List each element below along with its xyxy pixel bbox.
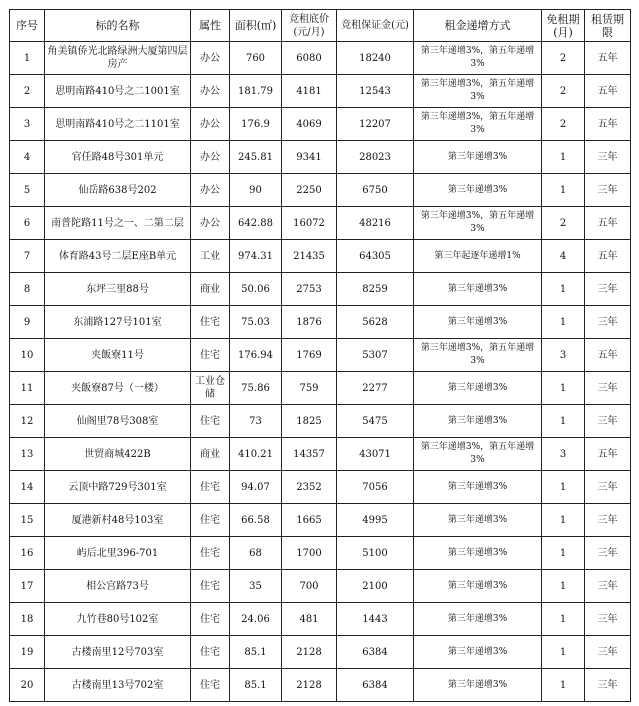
cell-free-period: 1 [542,669,585,702]
cell-term: 三年 [585,141,631,174]
cell-deposit: 12543 [337,75,414,108]
cell-index: 10 [10,339,45,372]
cell-increase-mode: 第三年递增3%，第五年递增3% [414,207,542,240]
cell-area: 68 [230,537,282,570]
cell-area: 410.21 [230,438,282,471]
cell-price: 2128 [282,669,337,702]
cell-area: 35 [230,570,282,603]
cell-name: 古楼南里13号702室 [45,669,191,702]
cell-name: 思明南路410号之二1001室 [45,75,191,108]
cell-price: 1876 [282,306,337,339]
table-row [10,438,631,471]
cell-index: 12 [10,405,45,438]
cell-name: 仙岳路638号202 [45,174,191,207]
cell-index: 17 [10,570,45,603]
cell-deposit: 6384 [337,636,414,669]
cell-property: 住宅 [191,537,230,570]
cell-term: 五年 [585,438,631,471]
cell-free-period: 1 [542,405,585,438]
cell-term: 三年 [585,306,631,339]
cell-index: 14 [10,471,45,504]
cell-increase-mode: 第三年递增3%，第五年递增3% [414,438,542,471]
cell-area: 642.88 [230,207,282,240]
cell-free-period: 2 [542,42,585,75]
cell-name: 夹飯寮11号 [45,339,191,372]
cell-price: 759 [282,372,337,405]
cell-free-period: 2 [542,75,585,108]
cell-property: 工业仓储 [191,372,230,405]
cell-deposit: 5628 [337,306,414,339]
cell-deposit: 8259 [337,273,414,306]
cell-term: 五年 [585,207,631,240]
cell-free-period: 1 [542,636,585,669]
cell-area: 245.81 [230,141,282,174]
cell-name: 东坪三里88号 [45,273,191,306]
cell-increase-mode: 第三年递增3% [414,273,542,306]
cell-property: 办公 [191,141,230,174]
cell-name: 古楼南里12号703室 [45,636,191,669]
cell-deposit: 2277 [337,372,414,405]
cell-price: 14357 [282,438,337,471]
cell-free-period: 1 [542,471,585,504]
cell-index: 9 [10,306,45,339]
cell-increase-mode: 第三年递增3% [414,603,542,636]
table-row [10,405,631,438]
cell-free-period: 3 [542,438,585,471]
cell-price: 2753 [282,273,337,306]
cell-area: 85.1 [230,636,282,669]
table-row [10,141,631,174]
cell-index: 5 [10,174,45,207]
rental-listing-table [9,9,631,702]
cell-property: 办公 [191,42,230,75]
cell-free-period: 1 [542,603,585,636]
header-index: 序号 [10,10,45,42]
cell-free-period: 4 [542,240,585,273]
table-row [10,273,631,306]
cell-free-period: 1 [542,306,585,339]
cell-index: 3 [10,108,45,141]
cell-property: 住宅 [191,471,230,504]
cell-index: 18 [10,603,45,636]
cell-property: 住宅 [191,570,230,603]
cell-index: 19 [10,636,45,669]
cell-index: 13 [10,438,45,471]
cell-term: 三年 [585,537,631,570]
cell-deposit: 18240 [337,42,414,75]
cell-property: 办公 [191,75,230,108]
cell-name: 思明南路410号之二1101室 [45,108,191,141]
cell-area: 974.31 [230,240,282,273]
cell-price: 4069 [282,108,337,141]
cell-term: 三年 [585,471,631,504]
cell-price: 700 [282,570,337,603]
cell-price: 1825 [282,405,337,438]
header-increase-mode: 租金递增方式 [414,10,542,42]
cell-term: 五年 [585,108,631,141]
cell-increase-mode: 第三年递增3% [414,636,542,669]
cell-index: 2 [10,75,45,108]
cell-name: 云顶中路729号301室 [45,471,191,504]
cell-term: 三年 [585,504,631,537]
header-term: 租赁期限 [585,10,631,42]
table-row [10,537,631,570]
cell-increase-mode: 第三年递增3%，第五年递增3% [414,42,542,75]
cell-area: 176.94 [230,339,282,372]
cell-deposit: 6750 [337,174,414,207]
cell-price: 9341 [282,141,337,174]
cell-deposit: 2100 [337,570,414,603]
cell-area: 85.1 [230,669,282,702]
table-row [10,669,631,702]
cell-name: 九竹巷80号102室 [45,603,191,636]
header-row [10,10,631,42]
cell-area: 50.06 [230,273,282,306]
cell-free-period: 2 [542,207,585,240]
cell-term: 三年 [585,273,631,306]
cell-deposit: 48216 [337,207,414,240]
cell-price: 21435 [282,240,337,273]
cell-free-period: 1 [542,174,585,207]
cell-deposit: 43071 [337,438,414,471]
cell-property: 住宅 [191,339,230,372]
cell-free-period: 1 [542,537,585,570]
cell-index: 6 [10,207,45,240]
cell-index: 8 [10,273,45,306]
cell-price: 2250 [282,174,337,207]
header-price: 竞租底价(元/月) [282,10,337,42]
cell-price: 4181 [282,75,337,108]
cell-area: 90 [230,174,282,207]
cell-free-period: 1 [542,141,585,174]
cell-free-period: 2 [542,108,585,141]
cell-free-period: 1 [542,273,585,306]
cell-increase-mode: 第三年递增3% [414,669,542,702]
cell-price: 6080 [282,42,337,75]
cell-price: 1665 [282,504,337,537]
cell-name: 仙阁里78号308室 [45,405,191,438]
table-row [10,108,631,141]
cell-increase-mode: 第三年递增3%，第五年递增3% [414,339,542,372]
cell-term: 三年 [585,405,631,438]
cell-deposit: 64305 [337,240,414,273]
cell-name: 屿后北里396-701 [45,537,191,570]
cell-area: 24.06 [230,603,282,636]
table-row [10,306,631,339]
cell-price: 1769 [282,339,337,372]
cell-name: 南普陀路11号之一、二第二层 [45,207,191,240]
cell-name: 厦港新村48号103室 [45,504,191,537]
cell-increase-mode: 第三年递增3% [414,141,542,174]
cell-price: 16072 [282,207,337,240]
cell-index: 20 [10,669,45,702]
cell-increase-mode: 第三年递增3%，第五年递增3% [414,75,542,108]
cell-increase-mode: 第三年递增3%，第五年递增3% [414,108,542,141]
cell-area: 181.79 [230,75,282,108]
table-row [10,372,631,405]
cell-area: 94.07 [230,471,282,504]
table-row [10,42,631,75]
header-name: 标的名称 [45,10,191,42]
cell-deposit: 4995 [337,504,414,537]
cell-term: 三年 [585,669,631,702]
cell-property: 住宅 [191,504,230,537]
cell-area: 73 [230,405,282,438]
cell-free-period: 3 [542,339,585,372]
cell-index: 1 [10,42,45,75]
table-row [10,339,631,372]
cell-property: 住宅 [191,669,230,702]
cell-name: 官任路48号301单元 [45,141,191,174]
table-row [10,207,631,240]
cell-deposit: 28023 [337,141,414,174]
cell-price: 1700 [282,537,337,570]
cell-term: 五年 [585,339,631,372]
cell-property: 商业 [191,273,230,306]
cell-area: 75.86 [230,372,282,405]
table-row [10,75,631,108]
cell-deposit: 1443 [337,603,414,636]
cell-term: 三年 [585,570,631,603]
cell-index: 7 [10,240,45,273]
cell-property: 工业 [191,240,230,273]
cell-property: 住宅 [191,603,230,636]
cell-price: 2128 [282,636,337,669]
table-row [10,240,631,273]
cell-increase-mode: 第三年递增3% [414,372,542,405]
cell-property: 住宅 [191,405,230,438]
cell-increase-mode: 第三年递增3% [414,174,542,207]
table-row [10,603,631,636]
cell-deposit: 5475 [337,405,414,438]
cell-term: 三年 [585,372,631,405]
cell-increase-mode: 第三年递增3% [414,306,542,339]
cell-deposit: 12207 [337,108,414,141]
cell-area: 75.03 [230,306,282,339]
cell-name: 世贸商城422B [45,438,191,471]
cell-increase-mode: 第三年递增3% [414,471,542,504]
cell-property: 办公 [191,174,230,207]
cell-term: 五年 [585,75,631,108]
cell-deposit: 5307 [337,339,414,372]
cell-price: 481 [282,603,337,636]
table-row [10,471,631,504]
cell-area: 66.58 [230,504,282,537]
cell-area: 176.9 [230,108,282,141]
cell-area: 760 [230,42,282,75]
header-area: 面积(㎡) [230,10,282,42]
cell-name: 体育路43号二层E座B单元 [45,240,191,273]
cell-index: 15 [10,504,45,537]
header-property: 属性 [191,10,230,42]
table-row [10,636,631,669]
cell-term: 三年 [585,174,631,207]
cell-increase-mode: 第三年递增3% [414,570,542,603]
cell-property: 办公 [191,207,230,240]
cell-name: 相公宫路73号 [45,570,191,603]
cell-property: 办公 [191,108,230,141]
cell-name: 东浦路127号101室 [45,306,191,339]
cell-increase-mode: 第三年递增3% [414,405,542,438]
cell-name: 夹飯寮87号（一楼） [45,372,191,405]
cell-term: 三年 [585,603,631,636]
cell-deposit: 6384 [337,669,414,702]
cell-deposit: 7056 [337,471,414,504]
cell-free-period: 1 [542,372,585,405]
cell-increase-mode: 第三年递增3% [414,537,542,570]
cell-index: 4 [10,141,45,174]
cell-price: 2352 [282,471,337,504]
cell-index: 11 [10,372,45,405]
header-free-period: 免租期(月) [542,10,585,42]
cell-increase-mode: 第三年起逐年递增1% [414,240,542,273]
header-deposit: 竞租保证金(元) [337,10,414,42]
cell-property: 商业 [191,438,230,471]
cell-term: 五年 [585,240,631,273]
table-row [10,570,631,603]
cell-free-period: 1 [542,570,585,603]
cell-index: 16 [10,537,45,570]
table-row [10,174,631,207]
cell-name: 角美镇侨光北路绿洲大厦第四层房产 [45,42,191,75]
cell-term: 五年 [585,42,631,75]
table-row [10,504,631,537]
cell-free-period: 1 [542,504,585,537]
cell-deposit: 5100 [337,537,414,570]
cell-increase-mode: 第三年递增3% [414,504,542,537]
cell-property: 住宅 [191,306,230,339]
cell-term: 三年 [585,636,631,669]
cell-property: 住宅 [191,636,230,669]
